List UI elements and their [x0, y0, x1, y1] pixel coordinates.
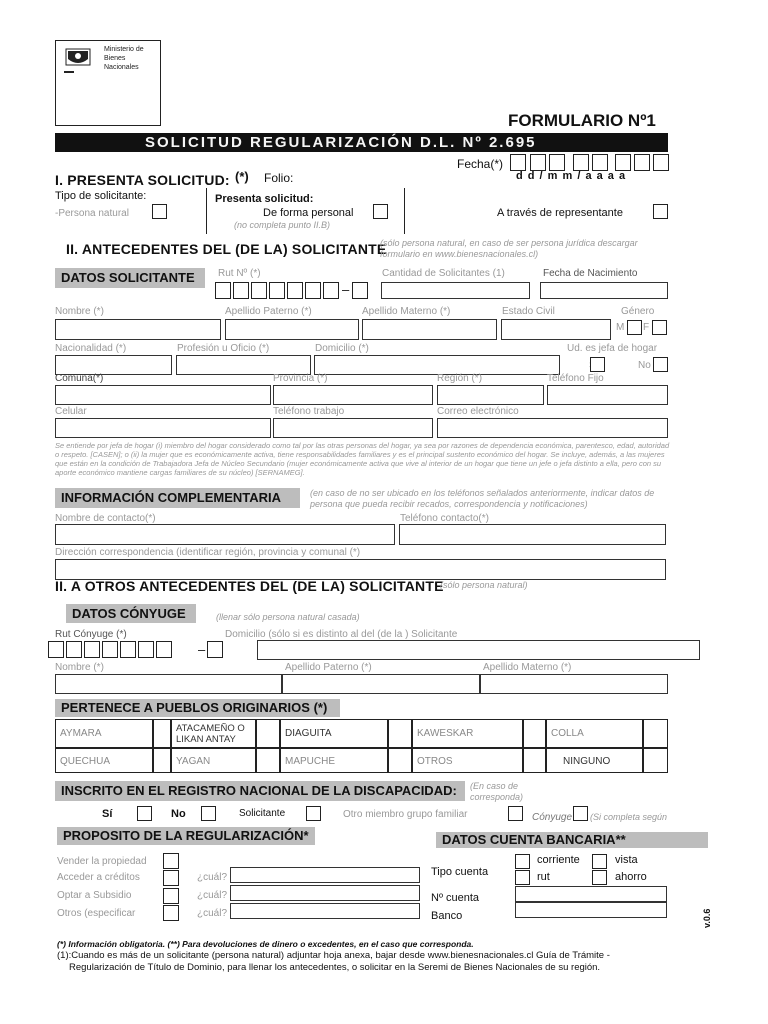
corriente-checkbox[interactable] — [515, 854, 530, 869]
estado-civil-input[interactable] — [501, 319, 611, 340]
discapacidad-header: INSCRITO EN EL REGISTRO NACIONAL DE LA DISCAPACIDAD: — [55, 781, 465, 801]
proposito-otros-cual-input[interactable] — [230, 903, 420, 919]
divider-vertical — [404, 188, 405, 234]
profesion-label: Profesión u Oficio (*) — [177, 343, 270, 354]
proposito-subsidio-checkbox[interactable] — [163, 888, 179, 904]
pueblo-aymara-checkbox[interactable] — [153, 719, 171, 748]
discapacidad-note: (En caso de corresponda) — [470, 781, 524, 802]
pueblo-yagan: YAGAN — [171, 748, 256, 773]
apellido-materno-label: Apellido Materno (*) — [362, 306, 451, 317]
apellido-paterno-input[interactable] — [225, 319, 359, 340]
fecha-digit[interactable] — [573, 154, 589, 171]
proposito-subsidio-cual-input[interactable] — [230, 885, 420, 901]
domicilio-conyuge-label: Domicilio (sólo si es distinto al del (de la ) Solicitante — [225, 629, 458, 640]
disc-otro-label: Otro miembro grupo familiar — [343, 809, 468, 820]
proposito-subsidio-label: Optar a Subsidio — [57, 890, 132, 901]
fecha-digit[interactable] — [549, 154, 565, 171]
rut-conyuge-digit[interactable] — [66, 641, 82, 658]
disc-si-checkbox[interactable] — [137, 806, 152, 821]
banco-header: DATOS CUENTA BANCARIA** — [436, 832, 708, 848]
pueblo-kaweskar: KAWESKAR — [412, 719, 523, 748]
provincia-label: Provincia (*) — [273, 373, 328, 384]
region-label: Región (*) — [437, 373, 483, 384]
direccion-input[interactable] — [55, 559, 666, 580]
no-completa-note: (no completa punto II.B) — [234, 220, 331, 230]
nombre-contacto-label: Nombre de contacto(*) — [55, 513, 156, 524]
rut-conyuge-dash: – — [198, 642, 206, 657]
pueblo-colla: COLLA — [546, 719, 643, 748]
fecha-digit[interactable] — [510, 154, 526, 171]
celular-input[interactable] — [55, 418, 271, 438]
fecha-label: Fecha(*) — [457, 157, 504, 171]
rut-conyuge-digit[interactable] — [102, 641, 118, 658]
region-input[interactable] — [437, 385, 544, 405]
rut-conyuge-dv-digit[interactable] — [207, 641, 223, 658]
rut-digit[interactable] — [323, 282, 339, 299]
section1-title: I. PRESENTA SOLICITUD: — [55, 172, 230, 188]
disc-si-label: Sí — [102, 808, 113, 820]
domicilio-conyuge-input[interactable] — [257, 640, 700, 660]
telefono-fijo-label: Teléfono Fijo — [547, 373, 604, 384]
pueblo-yagan-checkbox[interactable] — [256, 748, 280, 773]
nombre-contacto-input[interactable] — [55, 524, 395, 545]
folio-label: Folio: — [264, 171, 294, 185]
jefa-no-checkbox[interactable] — [653, 357, 668, 372]
nacionalidad-input[interactable] — [55, 355, 172, 375]
vista-checkbox[interactable] — [592, 854, 607, 869]
version-label: v.0.6 — [702, 908, 712, 928]
disc-solicitante-checkbox[interactable] — [306, 806, 321, 821]
telefono-contacto-label: Teléfono contacto(*) — [400, 513, 489, 524]
cantidad-input[interactable] — [381, 282, 530, 299]
section2a-title: II. A OTROS ANTECEDENTES DEL (DE LA) SOLICITANTE — [55, 578, 444, 594]
title-banner — [55, 133, 668, 152]
logo-stripe — [64, 71, 74, 73]
rut-cuenta-label: rut — [537, 871, 550, 883]
proposito-cual-label: ¿cuál? — [197, 908, 228, 919]
profesion-input[interactable] — [176, 355, 311, 375]
chile-shield-icon — [64, 47, 92, 69]
section1-required: (*) — [235, 169, 249, 184]
pueblo-colla-checkbox[interactable] — [643, 719, 668, 748]
vista-label: vista — [615, 854, 638, 866]
proposito-cual-label: ¿cuál? — [197, 872, 228, 883]
rut-dash: – — [342, 282, 350, 297]
pueblo-otros: OTROS — [412, 748, 523, 773]
footer-line1: (*) Información obligatoria. (**) Para devoluciones de dinero o excedentes, en el caso que corresponda. — [57, 939, 474, 949]
fecha-nac-label: Fecha de Nacimiento — [543, 268, 638, 279]
rut-checkbox[interactable] — [515, 870, 530, 885]
proposito-creditos-label: Acceder a créditos — [57, 872, 140, 883]
apellido-paterno-conyuge-input[interactable] — [282, 674, 480, 694]
persona-natural-label: -Persona natural — [55, 208, 129, 219]
tipo-cuenta-label: Tipo cuenta — [431, 866, 489, 878]
pueblos-header: PERTENECE A PUEBLOS ORIGINARIOS (*) — [55, 699, 340, 717]
representante-label: A través de representante — [497, 207, 623, 219]
ministry-name: Ministerio de Bienes Nacionales — [104, 46, 144, 71]
jefa-no-label: No — [638, 360, 651, 371]
disc-no-label: No — [171, 808, 186, 820]
forma-personal-label: De forma personal — [263, 207, 354, 219]
comuna-label: Comuna(*) — [55, 373, 104, 384]
fecha-digit[interactable] — [615, 154, 631, 171]
disc-conyuge-checkbox[interactable] — [573, 806, 588, 821]
genero-m-label: M — [616, 322, 625, 333]
fecha-nac-input[interactable] — [540, 282, 668, 299]
direccion-label: Dirección correspondencia (identificar región, provincia y comunal (*) — [55, 547, 361, 558]
date-format: d d / m m / a a a a — [516, 170, 627, 182]
banco-label: Banco — [431, 910, 463, 922]
conyuge-note: (llenar sólo persona natural casada) — [216, 612, 360, 622]
fecha-digit[interactable] — [592, 154, 608, 171]
jefa-si-checkbox[interactable] — [590, 357, 605, 372]
section2-title: II. ANTECEDENTES DEL (DE LA) SOLICITANTE — [66, 241, 387, 257]
nombre-input[interactable] — [55, 319, 221, 340]
apellido-paterno-conyuge-label: Apellido Paterno (*) — [285, 662, 372, 673]
telefono-trabajo-input[interactable] — [273, 418, 433, 438]
disc-otro-checkbox[interactable] — [508, 806, 523, 821]
presenta-solicitud-label: Presenta solicitud: — [215, 193, 314, 205]
pueblo-atacameno-checkbox[interactable] — [256, 719, 280, 748]
nombre-conyuge-label: Nombre (*) — [55, 662, 104, 673]
comuna-input[interactable] — [55, 385, 271, 405]
nombre-label: Nombre (*) — [55, 306, 104, 317]
rut-label: Rut Nº (*) — [218, 268, 261, 279]
ahorro-label: ahorro — [615, 871, 647, 883]
genero-m-checkbox[interactable] — [627, 320, 642, 335]
corriente-label: corriente — [537, 854, 580, 866]
rut-digit[interactable] — [269, 282, 285, 299]
pueblo-mapuche-checkbox[interactable] — [388, 748, 412, 773]
pueblo-quechua-checkbox[interactable] — [153, 748, 171, 773]
nacionalidad-label: Nacionalidad (*) — [55, 343, 127, 354]
rut-digit[interactable] — [305, 282, 321, 299]
domicilio-label: Domicilio (*) — [315, 343, 369, 354]
pueblo-otros-checkbox[interactable] — [523, 748, 546, 773]
tipo-solicitante-label: Tipo de solicitante: — [55, 190, 147, 202]
proposito-header: PROPOSITO DE LA REGULARIZACIÓN* — [57, 827, 315, 845]
apellido-materno-conyuge-label: Apellido Materno (*) — [483, 662, 572, 673]
pueblo-atacameno: ATACAMEÑO O LIKAN ANTAY — [171, 719, 256, 748]
proposito-cual-label: ¿cuál? — [197, 890, 228, 901]
domicilio-input[interactable] — [314, 355, 560, 375]
rut-dv-digit[interactable] — [352, 282, 368, 299]
estado-civil-label: Estado Civil — [502, 306, 555, 317]
datos-solicitante-header: DATOS SOLICITANTE — [55, 268, 205, 288]
persona-natural-checkbox[interactable] — [152, 204, 167, 219]
pueblo-ninguno-checkbox[interactable] — [643, 748, 668, 773]
apellido-materno-input[interactable] — [362, 319, 497, 340]
disc-no-checkbox[interactable] — [201, 806, 216, 821]
pueblo-diaguita: DIAGUITA — [280, 719, 388, 748]
rut-conyuge-digit[interactable] — [120, 641, 136, 658]
divider-vertical — [206, 188, 207, 234]
proposito-vender-label: Vender la propiedad — [57, 856, 147, 867]
proposito-creditos-cual-input[interactable] — [230, 867, 420, 883]
form-title: FORMULARIO Nº1 — [508, 111, 656, 130]
apellido-materno-conyuge-input[interactable] — [480, 674, 668, 694]
proposito-otros-label: Otros (especificar — [57, 908, 136, 919]
info-comp-header: INFORMACIÓN COMPLEMENTARIA — [55, 488, 300, 508]
provincia-input[interactable] — [273, 385, 433, 405]
rut-digit[interactable] — [233, 282, 249, 299]
rut-conyuge-digit[interactable] — [48, 641, 64, 658]
celular-label: Celular — [55, 406, 87, 417]
fecha-digit[interactable] — [653, 154, 669, 171]
telefono-contacto-input[interactable] — [399, 524, 666, 545]
pueblo-mapuche: MAPUCHE — [280, 748, 388, 773]
ahorro-checkbox[interactable] — [592, 870, 607, 885]
jefa-hogar-note: Se entiende por jefa de hogar (i) miembro del hogar considerado como tal por las otras personas del hogar, ya sea por razones de dependencia económica, parentesco, edad, autoridad o respeto. [CASEN]; o (ii) la mujer que es económicamente activa, tiene responsabilidades familiares y es el principal sustento económico del hogar. Se incluye, además, a las mujeres que están en la condición de Trabajadora Jefa de Núcleo Secundario (mujer económicamente activa que vive al interior de un hogar que tiene un jefe o jefa distinto a ella, pero con su aporte económico mantiene cargas familiares de su núcleo) [SERNAMEG]. — [55, 441, 670, 477]
info-comp-note: (en caso de no ser ubicado en los teléfonos señalados anteriormente, indicar datos de persona que pueda recibir recados, correspondencia y notificaciones) — [310, 488, 655, 509]
cantidad-label: Cantidad de Solicitantes (1) — [382, 268, 505, 279]
footer-line3: Regularización de Título de Dominio, para llenar los antecedentes, o solicitar en la Seremi de Bienes Nacionales de su región. — [69, 962, 601, 973]
disc-completa-note: (Si completa según — [590, 812, 668, 822]
telefono-fijo-input[interactable] — [547, 385, 668, 405]
logo-box — [55, 40, 161, 126]
banco-input[interactable] — [515, 902, 667, 918]
correo-label: Correo electrónico — [437, 406, 519, 417]
proposito-creditos-checkbox[interactable] — [163, 870, 179, 886]
rut-conyuge-digit[interactable] — [138, 641, 154, 658]
pueblo-quechua: QUECHUA — [55, 748, 153, 773]
forma-personal-checkbox[interactable] — [373, 204, 388, 219]
pueblo-diaguita-checkbox[interactable] — [388, 719, 412, 748]
pueblo-aymara: AYMARA — [55, 719, 153, 748]
disc-solicitante-label: Solicitante — [239, 808, 286, 819]
disc-conyuge-label: Cónyuge — [532, 812, 573, 823]
numero-cuenta-input[interactable] — [515, 886, 667, 902]
section2-note: (sólo persona natural, en caso de ser persona jurídica descargar formulario en www.bienesnacionales.cl) — [380, 238, 638, 259]
jefa-hogar-label: Ud. es jefa de hogar — [567, 343, 658, 354]
rut-digit[interactable] — [251, 282, 267, 299]
rut-conyuge-label: Rut Cónyuge (*) — [55, 629, 127, 640]
pueblo-kaweskar-checkbox[interactable] — [523, 719, 546, 748]
fecha-digit[interactable] — [530, 154, 546, 171]
datos-conyuge-header: DATOS CÓNYUGE — [66, 604, 196, 623]
nombre-conyuge-input[interactable] — [55, 674, 282, 694]
proposito-vender-checkbox[interactable] — [163, 853, 179, 869]
correo-input[interactable] — [437, 418, 668, 438]
rut-digit[interactable] — [287, 282, 303, 299]
rut-digit[interactable] — [215, 282, 231, 299]
rut-conyuge-digit[interactable] — [84, 641, 100, 658]
footer-line2: (1):Cuando es más de un solicitante (persona natural) adjuntar hoja anexa, bajar desde www.bienesnacionales.cl Guía de Trámite - — [57, 950, 610, 961]
pueblo-ninguno: NINGUNO — [546, 748, 643, 773]
banner-text: SOLICITUD REGULARIZACIÓN D.L. Nº 2.695 — [145, 134, 537, 151]
apellido-paterno-label: Apellido Paterno (*) — [225, 306, 312, 317]
section2a-note: (sólo persona natural) — [440, 580, 528, 590]
numero-cuenta-label: Nº cuenta — [431, 892, 480, 904]
genero-label: Género — [621, 306, 655, 317]
fecha-digit[interactable] — [634, 154, 650, 171]
telefono-trabajo-label: Teléfono trabajo — [273, 406, 345, 417]
genero-f-checkbox[interactable] — [652, 320, 667, 335]
representante-checkbox[interactable] — [653, 204, 668, 219]
proposito-otros-checkbox[interactable] — [163, 905, 179, 921]
rut-conyuge-digit[interactable] — [156, 641, 172, 658]
genero-f-label: F — [643, 322, 650, 333]
